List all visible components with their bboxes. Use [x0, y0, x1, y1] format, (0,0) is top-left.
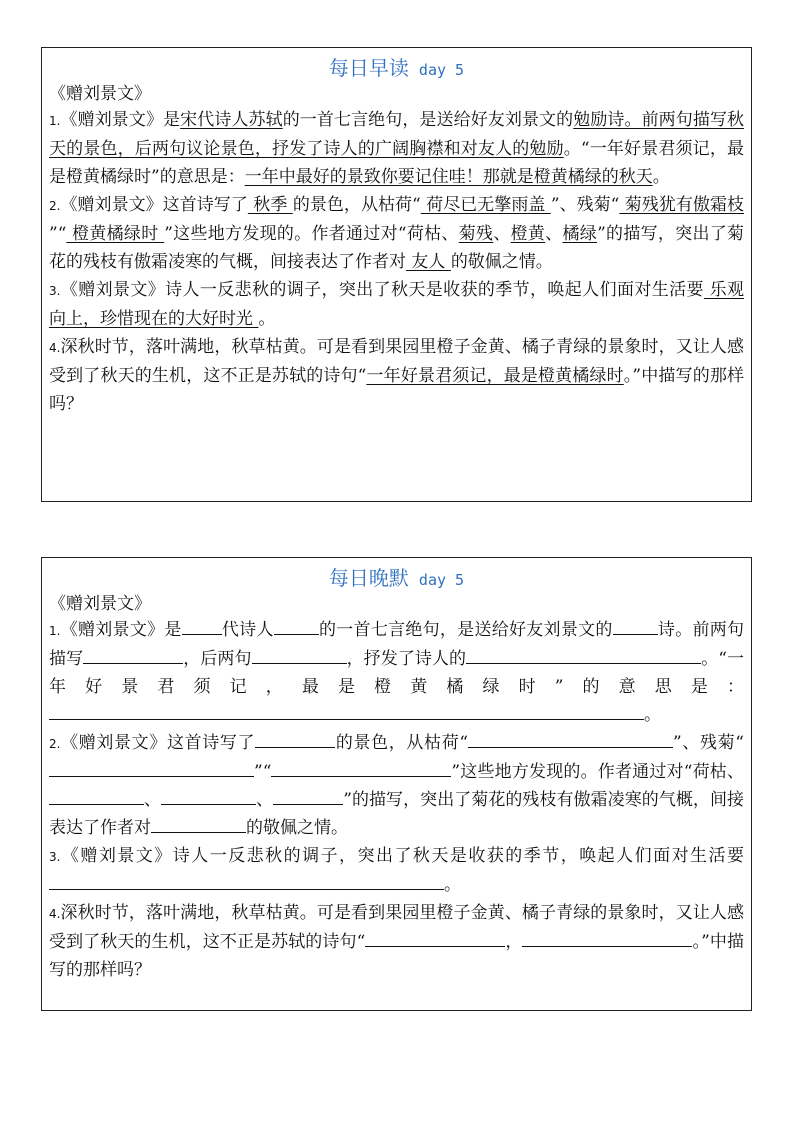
- question-text: 深秋时节，落叶满地，秋草枯黄。可是看到果园里橙子金黄、橘子青绿的景象时，又让人感受到了秋天的生机，这不正是苏轼的诗句“: [49, 337, 744, 386]
- question-4: [49, 899, 744, 984]
- evening-dictation-card: [41, 557, 752, 1011]
- fill-blank[interactable]: [273, 786, 343, 805]
- question-text: ”的描写，突出了菊花的残枝有傲霜凌寒的气概，间接表达了作者对: [49, 790, 745, 838]
- fill-blank[interactable]: [151, 814, 246, 833]
- question-text: 《赠刘景文》是: [60, 110, 181, 130]
- question-text: 、: [493, 224, 511, 244]
- title-text: 每日晚默: [328, 566, 409, 590]
- question-text: 。“一年好景君须记，最是橙黄橘绿时”的意思是：: [49, 649, 745, 697]
- answer-text: 菊残犹有傲霜枝: [619, 195, 745, 215]
- answer-text: 菊残: [458, 224, 494, 244]
- answer-text: 橙黄: [510, 224, 546, 244]
- question-text: 的景色，从枯荷“: [335, 733, 469, 753]
- question-number: 4.: [49, 907, 61, 921]
- fill-blank[interactable]: [83, 645, 183, 664]
- question-text: 深秋时节，落叶满地，秋草枯黄。可是看到果园里橙子金黄、橘子青绿的景象时，又让人感受到了秋天的生机，这不正是苏轼的诗句“: [49, 903, 744, 952]
- fill-blank[interactable]: [466, 645, 701, 664]
- question-4: [49, 333, 744, 418]
- question-number: 3.: [49, 850, 61, 864]
- question-3: [49, 276, 744, 333]
- question-text: 、: [144, 790, 162, 810]
- question-text: 《赠刘景文》诗人一反悲秋的调子，突出了秋天是收获的季节，唤起人们面对生活要: [60, 280, 704, 300]
- fill-blank[interactable]: [49, 871, 444, 890]
- question-text: 的敬佩之情。: [246, 818, 348, 838]
- question-text: ，抒发了诗人的: [346, 649, 467, 669]
- question-text: 《赠刘景文》是: [60, 620, 182, 640]
- answer-text: 宋代诗人苏轼: [180, 110, 283, 130]
- morning-reading-card: [41, 47, 752, 502]
- question-text: 的景色，从枯荷“: [292, 195, 421, 215]
- question-text: 的一首七言绝句，是送给好友刘景文的: [318, 620, 613, 640]
- question-text: ”“: [49, 224, 67, 244]
- answer-text: 乐观向上，珍惜现在的大好时光: [49, 280, 745, 329]
- question-text: 。: [652, 167, 670, 187]
- question-number: 1.: [49, 114, 61, 128]
- question-text: 。: [258, 309, 276, 329]
- question-text: ，: [505, 932, 523, 952]
- answer-text: 一年中最好的景致你要记住哇！那就是橙黄橘绿的秋天: [244, 167, 653, 187]
- fill-blank[interactable]: [49, 758, 254, 777]
- card-title: [49, 564, 744, 592]
- question-number: 2.: [49, 737, 61, 751]
- answer-text: 荷尽已无擎雨盖: [420, 195, 551, 215]
- question-text: ，后两句: [183, 649, 252, 669]
- card-title: [49, 54, 744, 82]
- answer-text: 友人: [406, 252, 451, 272]
- question-text: 。: [444, 875, 461, 895]
- question-text: 《赠刘景文》这首诗写了: [60, 195, 248, 215]
- answer-text: 秋季: [247, 195, 293, 215]
- day-label: day 5: [418, 571, 465, 589]
- answer-text: 橘绿: [562, 224, 598, 244]
- fill-blank[interactable]: [274, 616, 319, 635]
- poem-title: 《赠刘景文》: [49, 84, 151, 104]
- answer-text: 勉励诗。前两句描写秋天的景色，后两句议论景色，抒发了诗人的广阔胸襟和对友人的勉励: [49, 110, 745, 159]
- question-text: ”、残菊“: [673, 733, 744, 753]
- fill-blank[interactable]: [252, 645, 347, 664]
- question-text: 、: [545, 224, 563, 244]
- fill-blank[interactable]: [613, 616, 658, 635]
- fill-blank[interactable]: [161, 786, 256, 805]
- question-number: 1.: [49, 624, 61, 638]
- question-text: 诗。前两句描写: [49, 620, 745, 669]
- fill-blank[interactable]: [365, 928, 505, 947]
- question-text: 。”中描写的那样吗？: [49, 366, 744, 414]
- fill-blank[interactable]: [271, 758, 451, 777]
- question-text: 。“一年好景君须记，最是橙黄橘绿时”的意思是：: [49, 139, 744, 187]
- question-text: ”“: [254, 762, 272, 782]
- day-label: day 5: [418, 61, 465, 79]
- fill-blank[interactable]: [468, 729, 673, 748]
- question-1: [49, 106, 744, 191]
- poem-title: 《赠刘景文》: [49, 594, 151, 614]
- question-number: 3.: [49, 284, 61, 298]
- question-text: 的一首七言绝句，是送给好友刘景文的: [282, 110, 574, 130]
- fill-blank[interactable]: [182, 616, 222, 635]
- question-2: [49, 191, 744, 276]
- question-text: 《赠刘景文》这首诗写了: [60, 733, 256, 753]
- question-text: 、: [256, 790, 274, 810]
- question-number: 4.: [49, 341, 61, 355]
- fill-blank[interactable]: [255, 729, 335, 748]
- fill-blank[interactable]: [522, 928, 692, 947]
- fill-blank[interactable]: [49, 701, 644, 720]
- question-text: 的敬佩之情。: [450, 252, 553, 272]
- fill-blank[interactable]: [49, 786, 144, 805]
- question-text: 。: [644, 705, 661, 725]
- question-text: ”这些地方发现的。作者通过对“荷枯、: [164, 224, 459, 244]
- question-text: 代诗人: [221, 620, 274, 640]
- question-3: [49, 842, 744, 899]
- answer-text: 橙黄橘绿时: [66, 224, 165, 244]
- question-text: ”这些地方发现的。作者通过对“荷枯、: [451, 762, 744, 782]
- title-text: 每日早读: [328, 56, 409, 80]
- question-1: [49, 616, 744, 729]
- question-number: 2.: [49, 199, 61, 213]
- question-text: ”的描写，突出了菊花的残枝有傲霜凌寒的气概，间接表达了作者对: [49, 224, 745, 272]
- question-text: 《赠刘景文》诗人一反悲秋的调子，突出了秋天是收获的季节，唤起人们面对生活要: [60, 846, 744, 866]
- answer-text: 一年好景君须记，最是橙黄橘绿时: [366, 366, 624, 386]
- question-2: [49, 729, 744, 842]
- question-text: 。”中描写的那样吗？: [49, 932, 744, 980]
- question-text: ”、残菊“: [550, 195, 620, 215]
